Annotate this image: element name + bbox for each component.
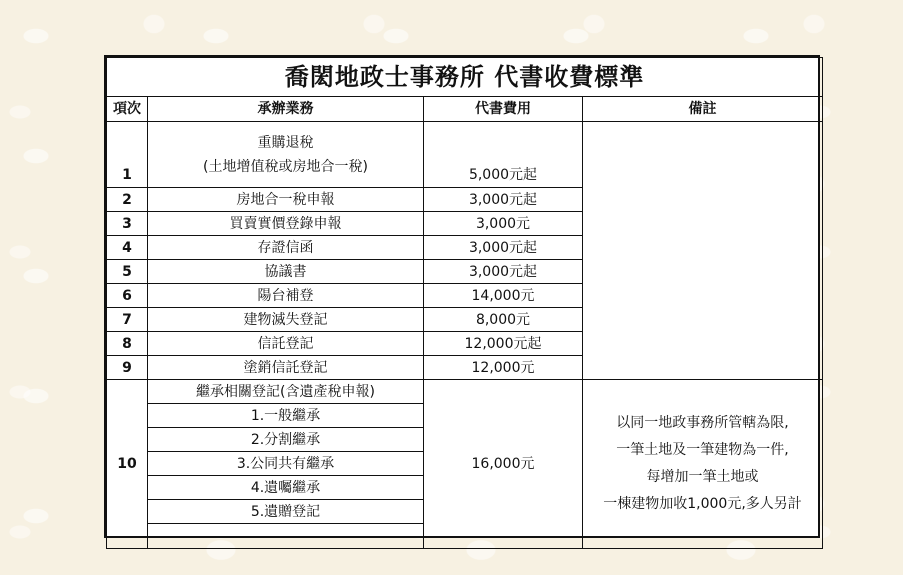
row-service-line: (土地增值稅或房地合一稅) — [203, 158, 368, 175]
header-index: 項次 — [107, 97, 148, 122]
inheritance-heading: 繼承相關登記(含遺產稅申報) — [148, 380, 424, 404]
header-note: 備註 — [583, 97, 823, 122]
row-service: 塗銷信託登記 — [148, 356, 424, 380]
row-index: 8 — [107, 332, 148, 356]
row-service: 存證信函 — [148, 236, 424, 260]
row-fee: 8,000元 — [424, 308, 583, 332]
row-service: 房地合一稅申報 — [148, 188, 424, 212]
row-service: 買賣實價登錄申報 — [148, 212, 424, 236]
header-fee: 代書費用 — [424, 97, 583, 122]
inheritance-note-line: 一棟建物加收1,000元,多人另計 — [603, 496, 802, 512]
title-row — [107, 58, 823, 97]
row-service: 建物滅失登記 — [148, 308, 424, 332]
row-index: 9 — [107, 356, 148, 380]
inheritance-note — [583, 380, 823, 549]
table-row — [107, 122, 823, 188]
table-header-row — [107, 97, 823, 122]
inheritance-item: 3.公同共有繼承 — [148, 452, 424, 476]
row-service-line: 重購退稅 — [257, 134, 314, 151]
row-service: 信託登記 — [148, 332, 424, 356]
inheritance-note-lines — [583, 410, 822, 518]
row-fee: 3,000元起 — [424, 260, 583, 284]
inheritance-item — [148, 524, 424, 549]
inheritance-note-line: 每增加一筆土地或 — [646, 469, 759, 485]
row-service: 陽台補登 — [148, 284, 424, 308]
inheritance-item: 5.遺贈登記 — [148, 500, 424, 524]
inheritance-item: 2.分割繼承 — [148, 428, 424, 452]
fee-table — [106, 57, 823, 549]
row-fee: 3,000元起 — [424, 236, 583, 260]
row-fee: 14,000元 — [424, 284, 583, 308]
row-fee: 12,000元 — [424, 356, 583, 380]
page-title: 喬閎地政士事務所 代書收費標準 — [107, 58, 823, 97]
row-fee: 3,000元 — [424, 212, 583, 236]
header-service: 承辦業務 — [148, 97, 424, 122]
row-index: 4 — [107, 236, 148, 260]
inheritance-item: 4.遺囑繼承 — [148, 476, 424, 500]
table-row — [107, 380, 823, 404]
row-fee: 12,000元起 — [424, 332, 583, 356]
row-index: 6 — [107, 284, 148, 308]
row-service-lines — [148, 131, 423, 179]
row-fee: 16,000元 — [424, 380, 583, 549]
row-index: 5 — [107, 260, 148, 284]
row-index: 2 — [107, 188, 148, 212]
row-service — [148, 122, 424, 188]
row-fee: 3,000元起 — [424, 188, 583, 212]
row-index: 7 — [107, 308, 148, 332]
fee-schedule-sheet — [104, 55, 820, 538]
inheritance-item: 1.一般繼承 — [148, 404, 424, 428]
row-service: 協議書 — [148, 260, 424, 284]
row-note-merged — [583, 122, 823, 380]
row-index: 3 — [107, 212, 148, 236]
row-fee: 5,000元起 — [424, 122, 583, 188]
row-index: 1 — [107, 122, 148, 188]
row-index: 10 — [107, 380, 148, 549]
inheritance-note-line: 一筆土地及一筆建物為一件, — [616, 442, 789, 458]
inheritance-note-line: 以同一地政事務所管轄為限, — [616, 415, 789, 431]
